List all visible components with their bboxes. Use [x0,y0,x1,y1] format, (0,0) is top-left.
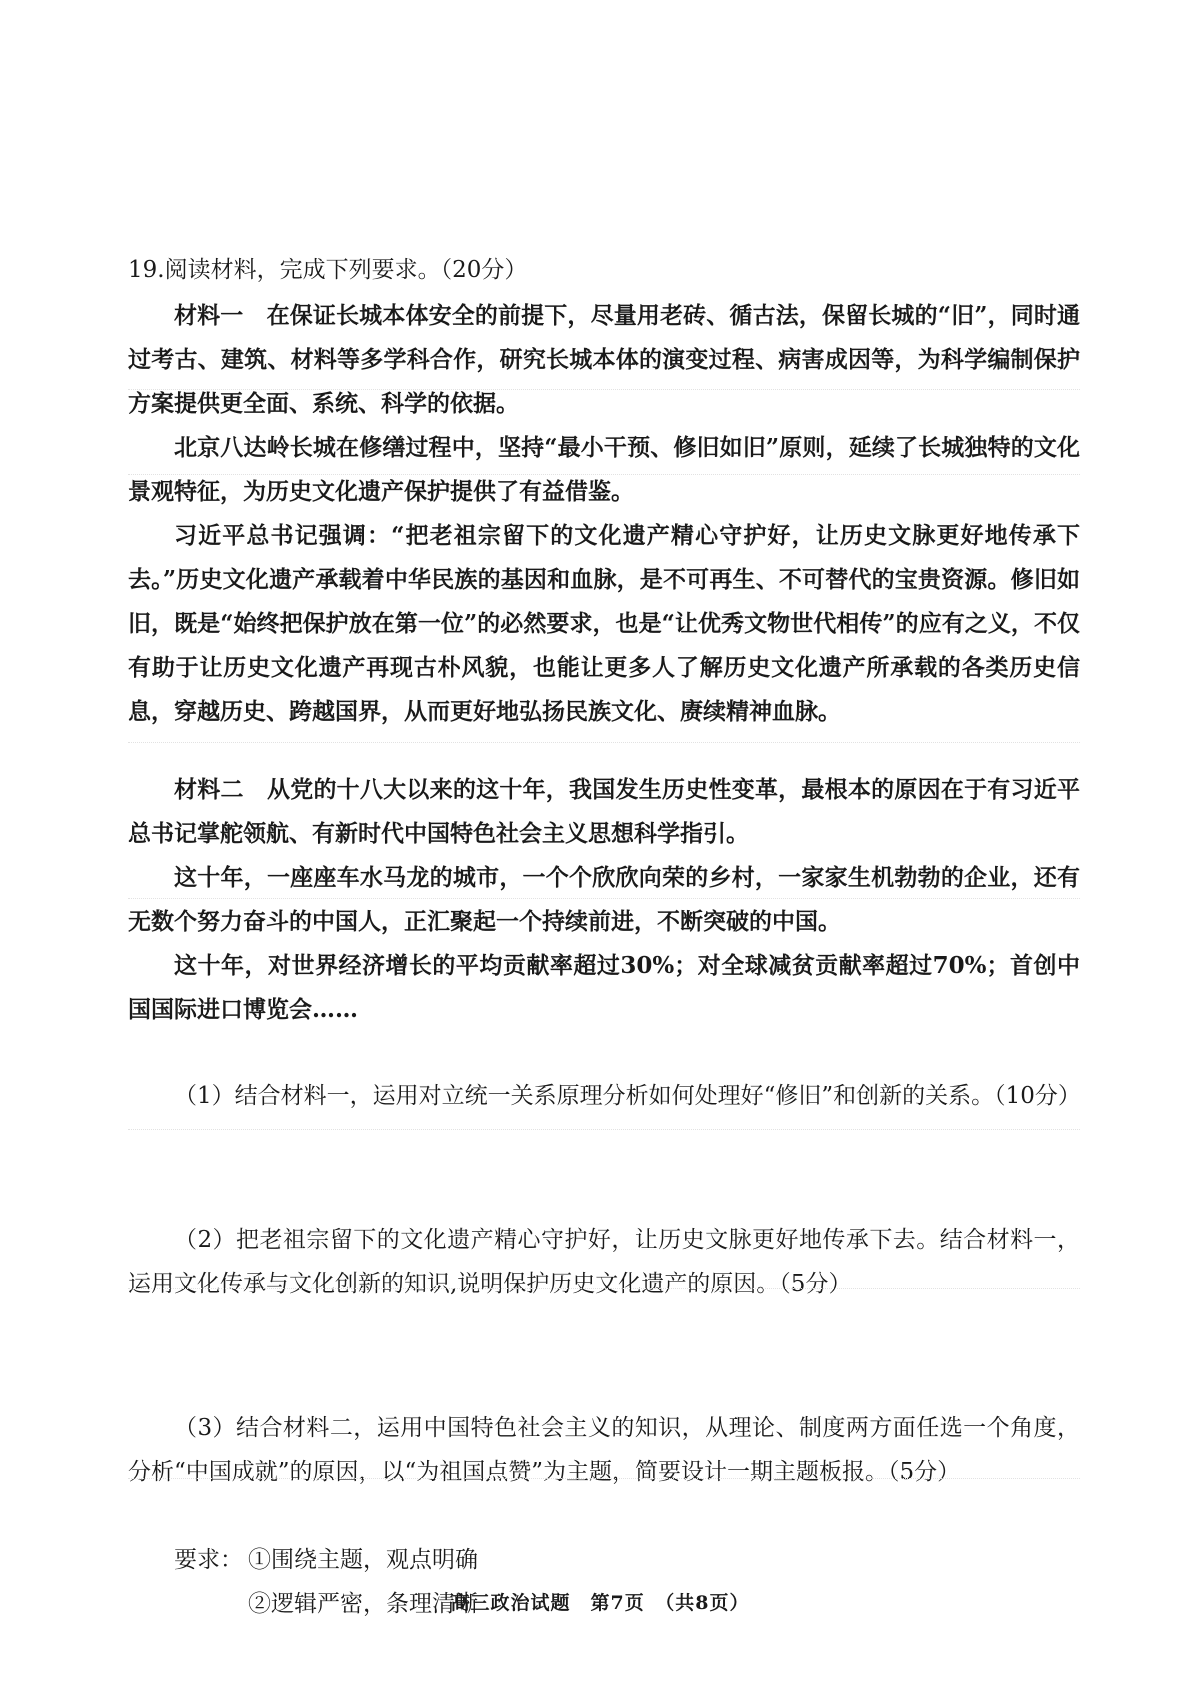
dotted-rule [128,742,1080,743]
sub-question-1: （1）结合材料一，运用对立统一关系原理分析如何处理好“修旧”和创新的关系。（10分） [174,1083,1081,1109]
dotted-rule [128,898,1080,899]
page-footer: 高三政治试题 第7页 （共8页） [450,1592,750,1614]
dotted-rule [128,1478,1080,1479]
dotted-rule [128,1288,1080,1289]
question-title: 19.阅读材料，完成下列要求。（20分） [128,257,528,283]
sub-question-3: （3）结合材料二，运用中国特色社会主义的知识，从理论、制度两方面任选一个角度，分析“中国成就”的原因，以“为祖国点赞”为主题，简要设计一期主题板报。（5分） [128,1415,1080,1485]
dotted-rule [128,474,1080,475]
material-one-paragraph-3: 习近平总书记强调：“把老祖宗留下的文化遗产精心守护好，让历史文脉更好地传承下去。”历史文化遗产承载着中华民族的基因和血脉，是不可再生、不可替代的宝贵资源。修旧如旧，既是“始终把保护放在第一位”的必然要求，也是“让优秀文物世代相传”的应有之义，不仅有助于让历史文化遗产再现古朴风貌，也能让更多人了解历史文化遗产所承载的各类历史信息，穿越历史、跨越国界，从而更好地弘扬民族文化、赓续精神血脉。 [128,522,1080,725]
material-one-paragraph-2: 北京八达岭长城在修缮过程中，坚持“最小干预、修旧如旧”原则，延续了长城独特的文化景观特征，为历史文化遗产保护提供了有益借鉴。 [128,434,1080,505]
material-two-paragraph-3: 这十年，对世界经济增长的平均贡献率超过30%；对全球减贫贡献率超过70%；首创中国国际进口博览会…… [128,952,1080,1023]
requirement-item: ①围绕主题，观点明确 [248,1547,478,1573]
dotted-rule [128,389,1080,390]
material-two-paragraph-2: 这十年，一座座车水马龙的城市，一个个欣欣向荣的乡村，一家家生机勃勃的企业，还有无数个努力奋斗的中国人，正汇聚起一个持续前进，不断突破的中国。 [128,864,1080,935]
material-one-label: 材料一 [174,302,244,329]
material-two-paragraph-1: 材料二 从党的十八大以来的这十年，我国发生历史性变革，最根本的原因在于有习近平总书记掌舵领航、有新时代中国特色社会主义思想科学指引。 [128,776,1081,847]
material-two-label: 材料二 [174,776,244,803]
sub-question-2: （2）把老祖宗留下的文化遗产精心守护好，让历史文脉更好地传承下去。结合材料一，运用文化传承与文化创新的知识,说明保护历史文化遗产的原因。（5分） [128,1227,1080,1297]
requirements-label: 要求： [174,1547,243,1573]
requirement-item: ②逻辑严密，条理清晰 [248,1591,478,1617]
question-19 [128,246,1080,1626]
dotted-rule [128,1129,1080,1130]
material-one-paragraph-1: 材料一 在保证长城本体安全的前提下，尽量用老砖、循古法，保留长城的“旧”，同时通过考古、建筑、材料等多学科合作，研究长城本体的演变过程、病害成因等，为科学编制保护方案提供更全面、系统、科学的依据。 [128,302,1081,417]
